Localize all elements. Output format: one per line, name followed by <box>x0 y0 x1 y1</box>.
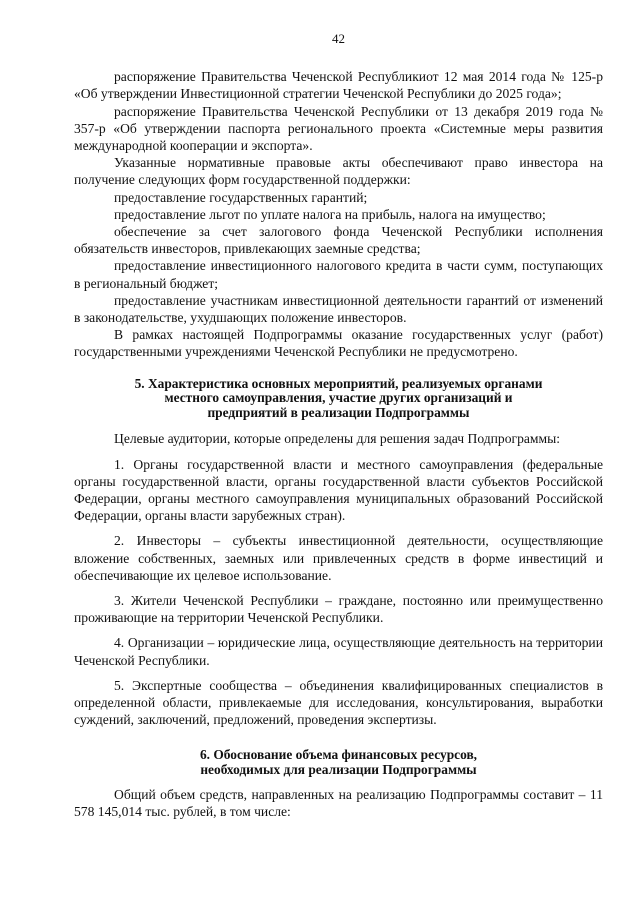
section-6-heading <box>74 748 603 777</box>
section-5-heading-line: 5. Характеристика основных мероприятий, реализуемых органами <box>134 375 543 391</box>
audience-item-residents: 3. Жители Чеченской Республики – граждане, постоянно или преимущественно проживающие на территории Чеченской Республики. <box>74 593 603 626</box>
paragraph-services-not-provided: В рамках настоящей Подпрограммы оказание государственных услуг (работ) государственными учреждениями Чеченской Республики не предусмотрено. <box>74 327 603 360</box>
section-5-heading <box>74 377 603 421</box>
audience-item-organizations: 4. Организации – юридические лица, осуществляющие деятельность на территории Чеченской Республики. <box>74 635 603 668</box>
section-5-intro: Целевые аудитории, которые определены для решения задач Подпрограммы: <box>114 431 561 447</box>
section-6-text: Общий объем средств, направленных на реализацию Подпрограммы составит – 11 578 145,014 тыс. рублей, в том числе: <box>74 786 603 819</box>
paragraph-legislation-guarantees: предоставление участникам инвестиционной деятельности гарантий от изменений в законодательстве, ухудшающих положение инвесторов. <box>74 292 603 326</box>
section-5-heading-line: местного самоуправления, участие других организаций и <box>164 390 513 406</box>
section-6-heading-line: необходимых для реализации Подпрограммы <box>200 762 477 778</box>
paragraph-order-2019: распоряжение Правительства Чеченской Республики от 13 декабря 2019 года № 357-р «Об утверждении паспорта регионального проекта «Системные меры развития международной кооперации и экспорта». <box>74 103 603 154</box>
section-5-heading-line: предприятий в реализации Подпрограммы <box>207 404 470 420</box>
paragraph-tax-benefits: предоставление льгот по уплате налога на прибыль, налога на имущество; <box>114 206 546 222</box>
page-number: 42 <box>332 31 345 46</box>
paragraph-tax-credit: предоставление инвестиционного налогового кредита в части сумм, поступающих в региональный бюджет; <box>74 258 603 291</box>
paragraph-support-forms-intro: Указанные нормативные правовые акты обеспечивают право инвестора на получение следующих форм государственной поддержки: <box>74 155 603 188</box>
paragraph-guarantees: предоставление государственных гарантий; <box>114 189 368 205</box>
section-6-heading-line: 6. Обоснование объема финансовых ресурсов, <box>199 747 478 763</box>
paragraph-order-2014: распоряжение Правительства Чеченской Республикиот 12 мая 2014 года № 125-р «Об утверждении Инвестиционной стратегии Чеченской Республики до 2025 года»; <box>74 69 603 102</box>
paragraph-collateral-fund: обеспечение за счет залогового фонда Чеченской Республики исполнения обязательств инвесторов, привлекающих заемные средства; <box>74 224 603 257</box>
audience-item-investors: 2. Инвесторы – субъекты инвестиционной деятельности, осуществляющие вложение собственных, заемных или привлеченных средств в форме инвестиций и обеспечивающие их целевое использование. <box>74 533 603 583</box>
audience-item-authorities: 1. Органы государственной власти и местного самоуправления (федеральные органы государственной власти, органы государственной власти субъектов Российской Федерации, органы местного самоуправления муниципальных образований Российской Федерации, органы власти зарубежных стран). <box>74 456 603 524</box>
audience-item-experts: 5. Экспертные сообщества – объединения квалифицированных специалистов в определенной области, привлекаемые для исследования, консультирования, выработки суждений, заключений, предложений, проведения экспертизы. <box>74 677 603 728</box>
